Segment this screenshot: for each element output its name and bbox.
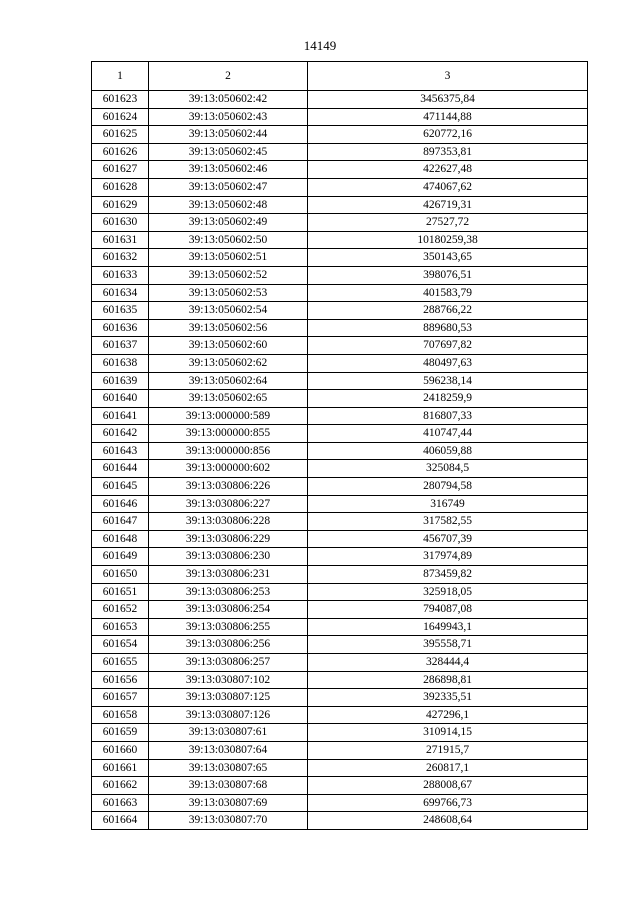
table-row: [92, 759, 588, 777]
cadastral-number-cell: 39:13:030806:231: [149, 566, 308, 584]
value-cell: 316749: [308, 495, 588, 513]
value-cell: 27527,72: [308, 214, 588, 232]
row-number-cell: 601628: [92, 178, 149, 196]
value-cell: 2418259,9: [308, 390, 588, 408]
table-header-row: [92, 62, 588, 91]
table-row: [92, 390, 588, 408]
cadastral-number-cell: 39:13:050602:49: [149, 214, 308, 232]
cadastral-number-cell: 39:13:000000:855: [149, 425, 308, 443]
table-row: [92, 724, 588, 742]
value-cell: 1649943,1: [308, 618, 588, 636]
row-number-cell: 601638: [92, 354, 149, 372]
value-cell: 325084,5: [308, 460, 588, 478]
cadastral-number-cell: 39:13:030806:229: [149, 530, 308, 548]
cadastral-number-cell: 39:13:050602:47: [149, 178, 308, 196]
table-row: [92, 91, 588, 109]
value-cell: 897353,81: [308, 143, 588, 161]
value-cell: 410747,44: [308, 425, 588, 443]
row-number-cell: 601623: [92, 91, 149, 109]
cadastral-number-cell: 39:13:050602:46: [149, 161, 308, 179]
row-number-cell: 601644: [92, 460, 149, 478]
row-number-cell: 601657: [92, 689, 149, 707]
value-cell: 325918,05: [308, 583, 588, 601]
cadastral-number-cell: 39:13:050602:54: [149, 302, 308, 320]
value-cell: 398076,51: [308, 266, 588, 284]
table-row: [92, 249, 588, 267]
value-cell: 456707,39: [308, 530, 588, 548]
cadastral-number-cell: 39:13:050602:44: [149, 126, 308, 144]
table-row: [92, 126, 588, 144]
row-number-cell: 601630: [92, 214, 149, 232]
row-number-cell: 601645: [92, 478, 149, 496]
cadastral-number-cell: 39:13:030807:102: [149, 671, 308, 689]
row-number-cell: 601650: [92, 566, 149, 584]
table-row: [92, 495, 588, 513]
cadastral-number-cell: 39:13:050602:52: [149, 266, 308, 284]
value-cell: 422627,48: [308, 161, 588, 179]
value-cell: 10180259,38: [308, 231, 588, 249]
column-header-1: 1: [92, 62, 149, 91]
value-cell: 474067,62: [308, 178, 588, 196]
value-cell: 3456375,84: [308, 91, 588, 109]
value-cell: 816807,33: [308, 407, 588, 425]
cadastral-number-cell: 39:13:000000:602: [149, 460, 308, 478]
cadastral-number-cell: 39:13:030807:61: [149, 724, 308, 742]
value-cell: 427296,1: [308, 706, 588, 724]
cadastral-number-cell: 39:13:050602:48: [149, 196, 308, 214]
value-cell: 271915,7: [308, 741, 588, 759]
value-cell: 260817,1: [308, 759, 588, 777]
table-row: [92, 284, 588, 302]
cadastral-number-cell: 39:13:050602:53: [149, 284, 308, 302]
table-row: [92, 178, 588, 196]
cadastral-number-cell: 39:13:030806:230: [149, 548, 308, 566]
table-row: [92, 231, 588, 249]
table-row: [92, 196, 588, 214]
row-number-cell: 601658: [92, 706, 149, 724]
row-number-cell: 601635: [92, 302, 149, 320]
column-header-2: 2: [149, 62, 308, 91]
value-cell: 280794,58: [308, 478, 588, 496]
row-number-cell: 601636: [92, 319, 149, 337]
table-row: [92, 460, 588, 478]
table-row: [92, 689, 588, 707]
value-cell: 889680,53: [308, 319, 588, 337]
row-number-cell: 601642: [92, 425, 149, 443]
cadastral-number-cell: 39:13:050602:56: [149, 319, 308, 337]
table-row: [92, 513, 588, 531]
cadastral-number-cell: 39:13:030807:68: [149, 777, 308, 795]
value-cell: 471144,88: [308, 108, 588, 126]
value-cell: 395558,71: [308, 636, 588, 654]
row-number-cell: 601639: [92, 372, 149, 390]
value-cell: 873459,82: [308, 566, 588, 584]
row-number-cell: 601663: [92, 794, 149, 812]
value-cell: 401583,79: [308, 284, 588, 302]
value-cell: 288766,22: [308, 302, 588, 320]
cadastral-number-cell: 39:13:030807:70: [149, 812, 308, 830]
row-number-cell: 601648: [92, 530, 149, 548]
row-number-cell: 601655: [92, 654, 149, 672]
table-row: [92, 407, 588, 425]
value-cell: 406059,88: [308, 442, 588, 460]
table-row: [92, 143, 588, 161]
value-cell: 596238,14: [308, 372, 588, 390]
cadastral-number-cell: 39:13:030807:69: [149, 794, 308, 812]
cadastral-number-cell: 39:13:030806:255: [149, 618, 308, 636]
cadastral-number-cell: 39:13:000000:589: [149, 407, 308, 425]
table-row: [92, 108, 588, 126]
value-cell: 699766,73: [308, 794, 588, 812]
row-number-cell: 601631: [92, 231, 149, 249]
row-number-cell: 601632: [92, 249, 149, 267]
value-cell: 707697,82: [308, 337, 588, 355]
cadastral-number-cell: 39:13:030806:254: [149, 601, 308, 619]
table-row: [92, 654, 588, 672]
cadastral-number-cell: 39:13:030806:253: [149, 583, 308, 601]
value-cell: 317582,55: [308, 513, 588, 531]
row-number-cell: 601625: [92, 126, 149, 144]
cadastral-number-cell: 39:13:000000:856: [149, 442, 308, 460]
table-row: [92, 161, 588, 179]
cadastral-number-cell: 39:13:030807:126: [149, 706, 308, 724]
value-cell: 286898,81: [308, 671, 588, 689]
cadastral-number-cell: 39:13:030807:125: [149, 689, 308, 707]
cadastral-number-cell: 39:13:030807:64: [149, 741, 308, 759]
table-row: [92, 442, 588, 460]
cadastral-number-cell: 39:13:050602:64: [149, 372, 308, 390]
row-number-cell: 601627: [92, 161, 149, 179]
row-number-cell: 601654: [92, 636, 149, 654]
row-number-cell: 601661: [92, 759, 149, 777]
table-body: [92, 62, 588, 830]
row-number-cell: 601637: [92, 337, 149, 355]
table-row: [92, 566, 588, 584]
value-cell: 310914,15: [308, 724, 588, 742]
table-row: [92, 337, 588, 355]
row-number-cell: 601633: [92, 266, 149, 284]
row-number-cell: 601640: [92, 390, 149, 408]
table-row: [92, 478, 588, 496]
row-number-cell: 601653: [92, 618, 149, 636]
cadastral-number-cell: 39:13:050602:43: [149, 108, 308, 126]
row-number-cell: 601624: [92, 108, 149, 126]
row-number-cell: 601649: [92, 548, 149, 566]
table-row: [92, 636, 588, 654]
row-number-cell: 601664: [92, 812, 149, 830]
cadastral-number-cell: 39:13:030806:226: [149, 478, 308, 496]
cadastral-number-cell: 39:13:030806:227: [149, 495, 308, 513]
cadastral-table: [91, 61, 588, 830]
table-row: [92, 214, 588, 232]
table-row: [92, 354, 588, 372]
value-cell: 328444,4: [308, 654, 588, 672]
value-cell: 794087,08: [308, 601, 588, 619]
row-number-cell: 601662: [92, 777, 149, 795]
value-cell: 426719,31: [308, 196, 588, 214]
cadastral-number-cell: 39:13:050602:51: [149, 249, 308, 267]
page-number: 14149: [303, 38, 337, 53]
value-cell: 350143,65: [308, 249, 588, 267]
row-number-cell: 601652: [92, 601, 149, 619]
row-number-cell: 601647: [92, 513, 149, 531]
row-number-cell: 601629: [92, 196, 149, 214]
cadastral-number-cell: 39:13:030806:256: [149, 636, 308, 654]
cadastral-number-cell: 39:13:050602:65: [149, 390, 308, 408]
row-number-cell: 601656: [92, 671, 149, 689]
cadastral-number-cell: 39:13:050602:62: [149, 354, 308, 372]
table-row: [92, 372, 588, 390]
column-header-3: 3: [308, 62, 588, 91]
cadastral-number-cell: 39:13:050602:60: [149, 337, 308, 355]
row-number-cell: 601646: [92, 495, 149, 513]
table-row: [92, 777, 588, 795]
value-cell: 317974,89: [308, 548, 588, 566]
table-row: [92, 618, 588, 636]
table-row: [92, 302, 588, 320]
row-number-cell: 601641: [92, 407, 149, 425]
row-number-cell: 601634: [92, 284, 149, 302]
table-row: [92, 319, 588, 337]
table-row: [92, 794, 588, 812]
row-number-cell: 601643: [92, 442, 149, 460]
value-cell: 392335,51: [308, 689, 588, 707]
cadastral-number-cell: 39:13:030806:257: [149, 654, 308, 672]
table-row: [92, 266, 588, 284]
cadastral-number-cell: 39:13:030807:65: [149, 759, 308, 777]
cadastral-number-cell: 39:13:050602:45: [149, 143, 308, 161]
table-row: [92, 741, 588, 759]
cadastral-number-cell: 39:13:050602:42: [149, 91, 308, 109]
table-row: [92, 812, 588, 830]
table-row: [92, 583, 588, 601]
value-cell: 288008,67: [308, 777, 588, 795]
row-number-cell: 601659: [92, 724, 149, 742]
value-cell: 480497,63: [308, 354, 588, 372]
table-row: [92, 706, 588, 724]
table-row: [92, 548, 588, 566]
row-number-cell: 601660: [92, 741, 149, 759]
table-row: [92, 530, 588, 548]
cadastral-number-cell: 39:13:030806:228: [149, 513, 308, 531]
row-number-cell: 601626: [92, 143, 149, 161]
row-number-cell: 601651: [92, 583, 149, 601]
cadastral-number-cell: 39:13:050602:50: [149, 231, 308, 249]
value-cell: 248608,64: [308, 812, 588, 830]
table-row: [92, 601, 588, 619]
table-row: [92, 671, 588, 689]
value-cell: 620772,16: [308, 126, 588, 144]
table-row: [92, 425, 588, 443]
